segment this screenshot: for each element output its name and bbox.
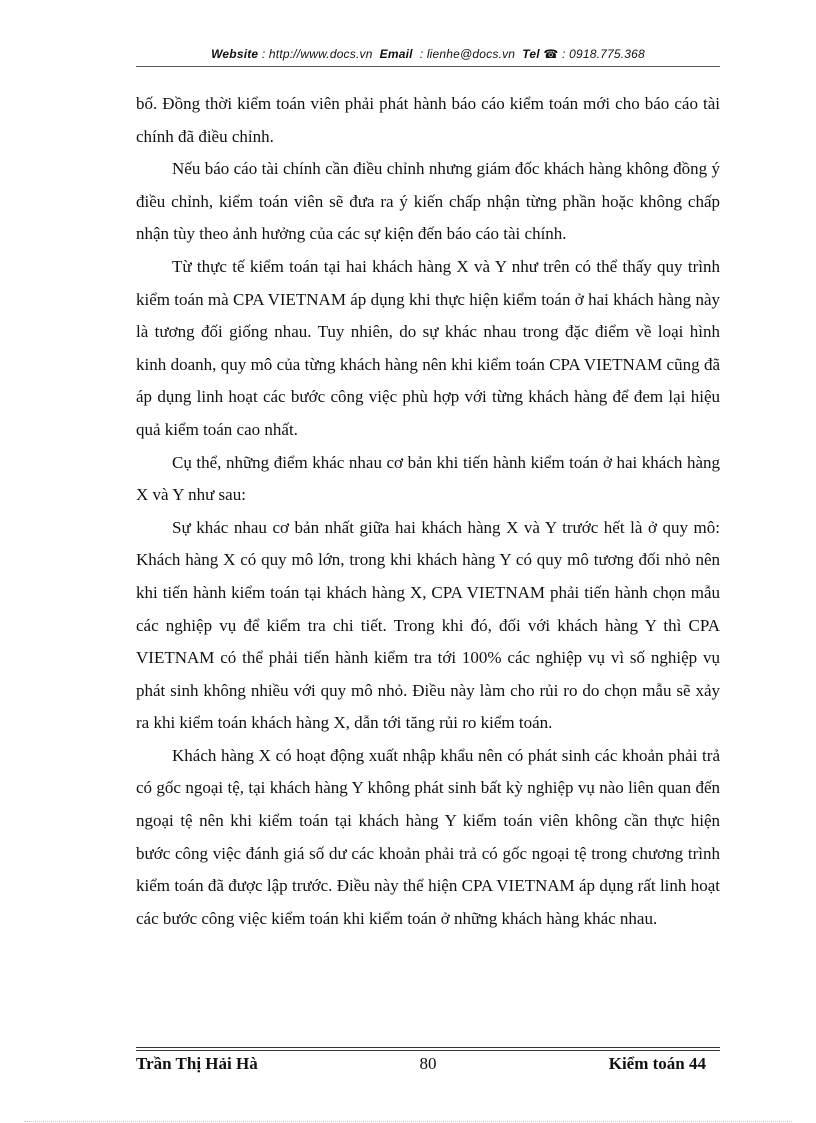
page-header [136, 47, 720, 61]
paragraph-6: Khách hàng X có hoạt động xuất nhập khẩu nên có phát sinh các khoản phải trả có gốc ngoại tệ, tại khách hàng Y không phát sinh bất kỳ nghiệp vụ nào liên quan đến ngoại tệ nên khi kiểm toán tại khách hàng Y kiểm toán viên không cần thực hiện bước công việc đánh giá số dư các khoản phải trả có gốc ngoại tệ trong chương trình kiểm toán đã được lập trước. Điều này thể hiện CPA VIETNAM áp dụng rất linh hoạt các bước công việc kiểm toán khi kiểm toán ở những khách hàng khác nhau. [136, 745, 720, 928]
paragraph-5: Sự khác nhau cơ bản nhất giữa hai khách hàng X và Y trước hết là ở quy mô: Khách hàng X có quy mô lớn, trong khi khách hàng Y có quy mô tương đối nhỏ nên khi tiến hành kiểm toán tại khách hàng X, CPA VIETNAM phải tiến hành chọn mẫu các nghiệp vụ để kiểm tra chi tiết. Trong khi đó, đối với khách hàng Y thì CPA VIETNAM có thể phải tiến hành kiểm tra tới 100% các nghiệp vụ vì số nghiệp vụ phát sinh không nhiều với quy mô nhỏ. Điều này làm cho rủi ro do chọn mẫu sẽ xảy ra khi kiểm toán khách hàng X, dẫn tới tăng rủi ro kiểm toán. [136, 517, 720, 733]
paragraph-1: bố. Đồng thời kiểm toán viên phải phát hành báo cáo kiểm toán mới cho báo cáo tài chính đã điều chỉnh. [136, 94, 720, 146]
tel-number: : 0918.775.368 [562, 47, 645, 61]
author-name: Trần Thị Hải Hà [136, 1054, 258, 1073]
paragraph-3: Từ thực tế kiểm toán tại hai khách hàng X và Y như trên có thể thấy quy trình kiểm toán mà CPA VIETNAM áp dụng khi thực hiện kiểm toán ở hai khách hàng này là tương đối giống nhau. Tuy nhiên, do sự khác nhau trong đặc điểm về loại hình kinh doanh, quy mô của từng khách hàng nên khi kiểm toán CPA VIETNAM cũng đã áp dụng linh hoạt các bước công việc phù hợp với từng khách hàng để đem lại hiệu quả kiểm toán cao nhất. [136, 256, 720, 439]
page-edge-dots [24, 1121, 792, 1122]
header-rule [136, 66, 720, 67]
page-footer [136, 1054, 720, 1078]
phone-icon: ☎ [543, 47, 559, 61]
footer-rule-top [136, 1047, 720, 1048]
website-label: Website [211, 47, 259, 61]
paragraph-2: Nếu báo cáo tài chính cần điều chỉnh nhưng giám đốc khách hàng không đồng ý điều chỉnh, kiểm toán viên sẽ đưa ra ý kiến chấp nhận từng phần hoặc không chấp nhận tùy theo ảnh hưởng của các sự kiện đến báo cáo tài chính. [136, 159, 720, 244]
email-label: Email [379, 47, 413, 61]
page-number: 80 [419, 1054, 437, 1073]
paragraph-4: Cụ thể, những điểm khác nhau cơ bản khi tiến hành kiểm toán ở hai khách hàng X và Y như sau: [136, 452, 720, 505]
footer-rule-bottom [136, 1050, 720, 1051]
document-body [136, 88, 720, 935]
email-address: : lienhe@docs.vn [419, 47, 516, 61]
website-url: : http://www.docs.vn [261, 47, 373, 61]
course-name: Kiểm toán 44 [608, 1054, 706, 1073]
tel-label: Tel [522, 47, 540, 61]
